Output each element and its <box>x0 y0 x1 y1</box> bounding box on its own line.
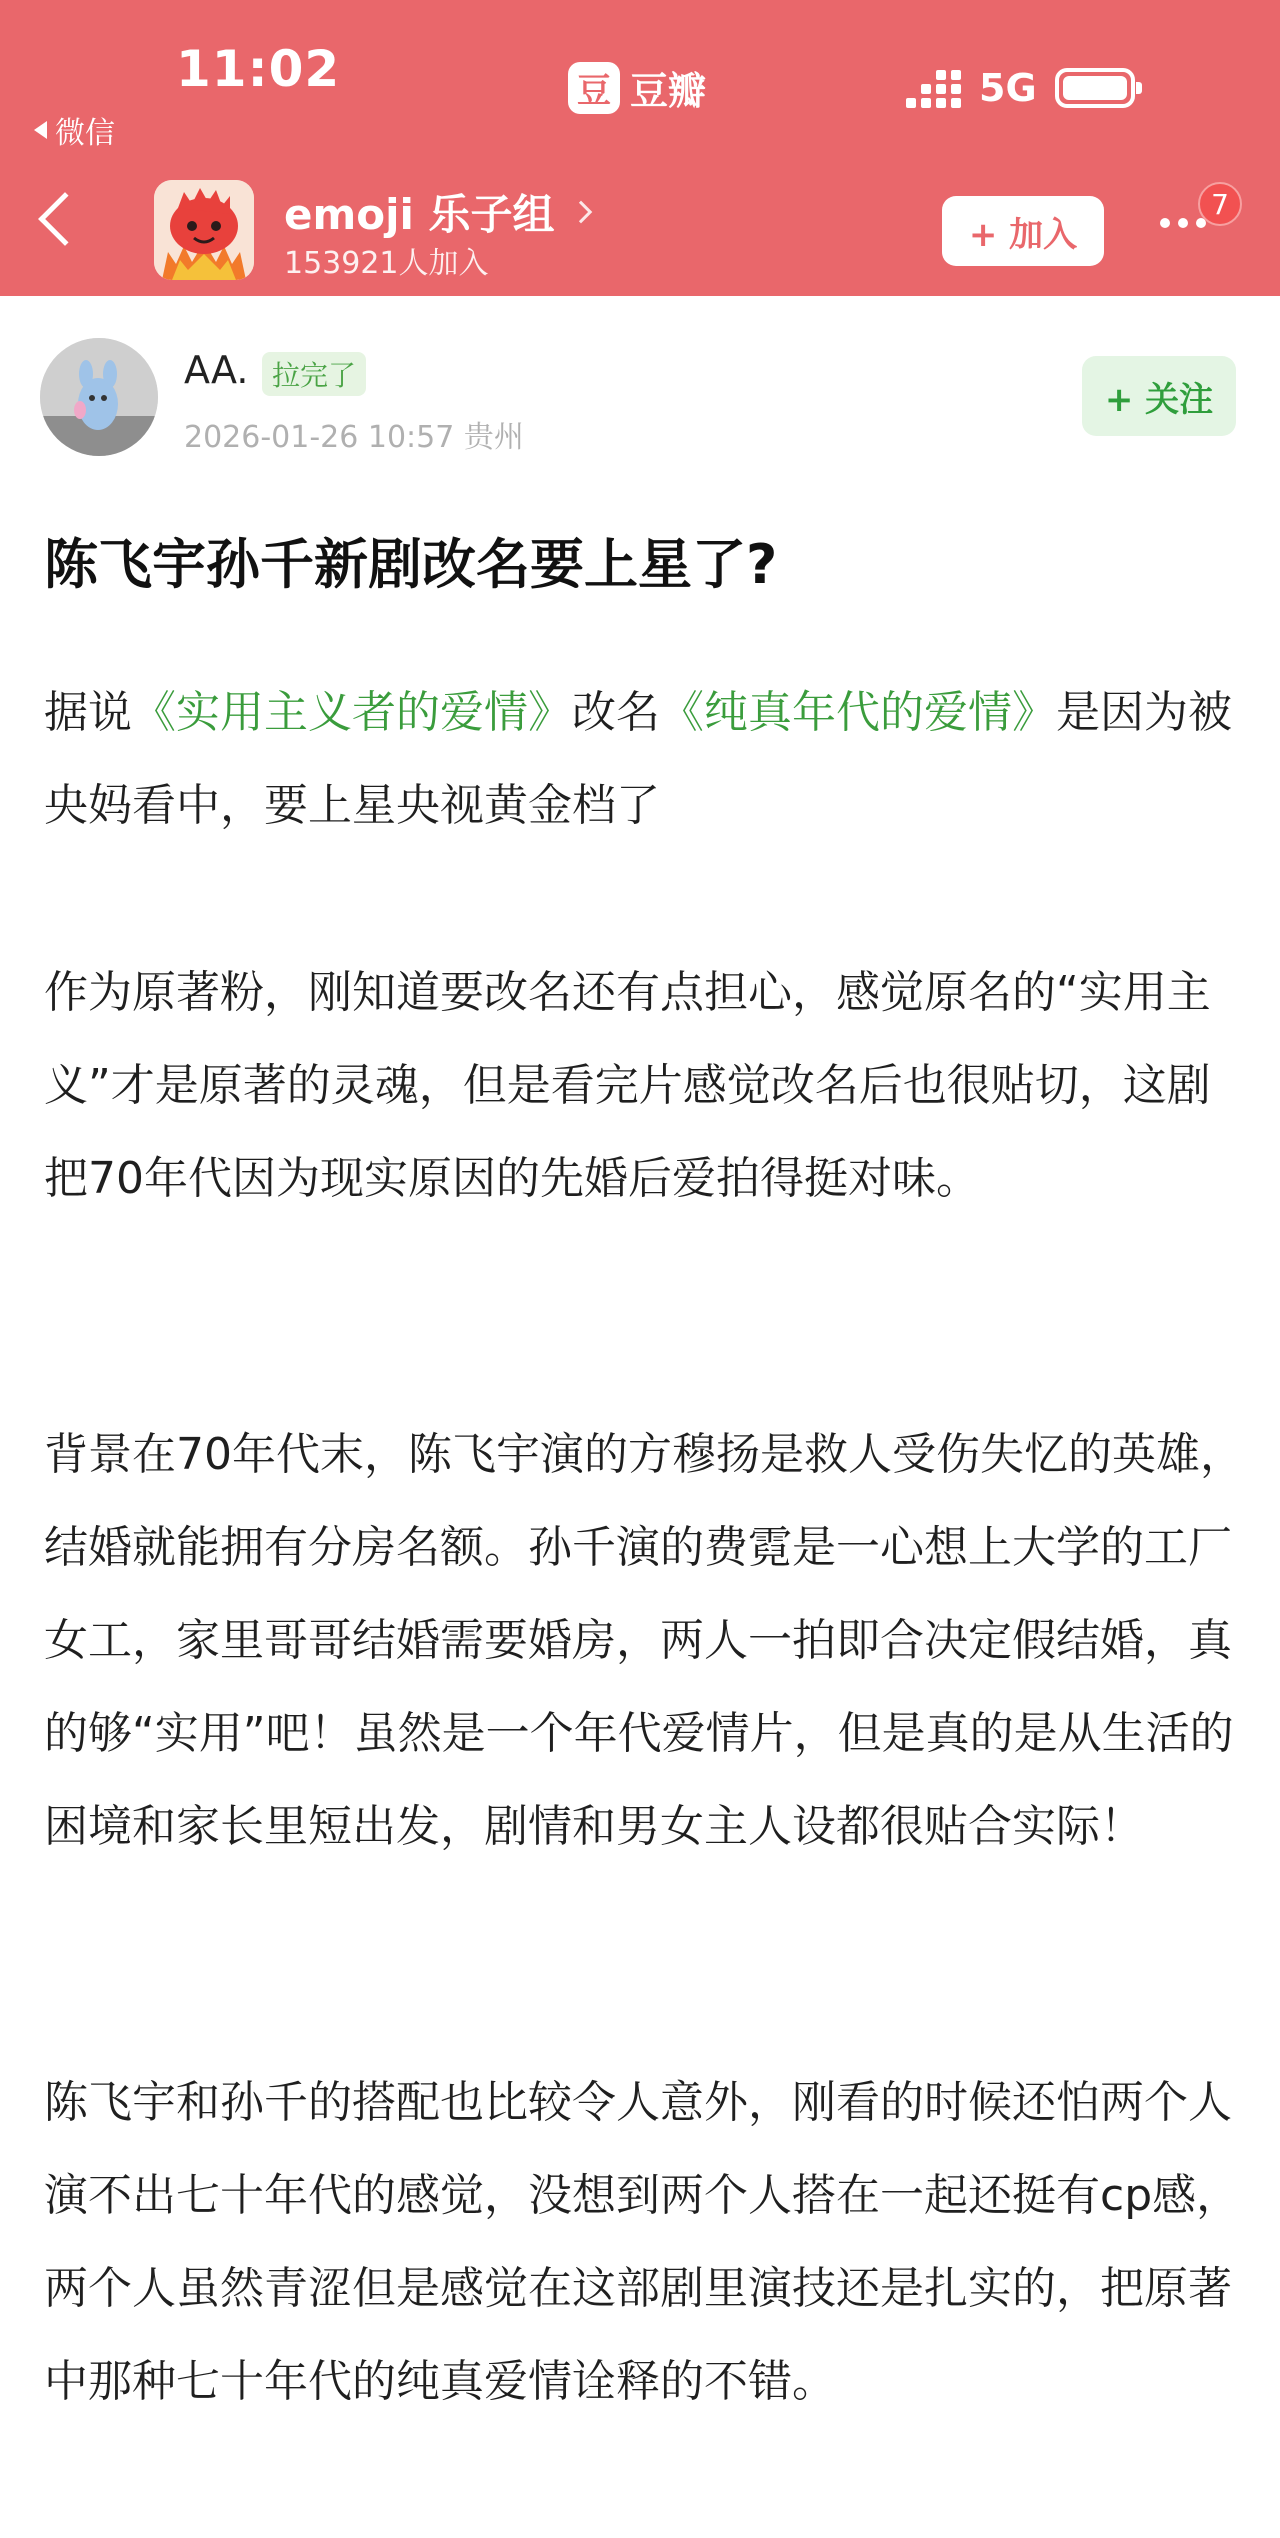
group-name-label: emoji 乐子组 <box>284 190 555 239</box>
status-indicators <box>906 66 1135 110</box>
post-paragraph-1 <box>44 666 1244 852</box>
return-app-label: 微信 <box>55 116 115 151</box>
network-type: 5G <box>979 66 1037 110</box>
post-timestamp-location: 2026-01-26 10:57 贵州 <box>184 420 524 455</box>
para1-text-2: 改名 <box>572 687 660 738</box>
top-header <box>0 0 1280 296</box>
status-time: 11:02 <box>176 40 341 98</box>
author-avatar[interactable] <box>40 338 158 456</box>
battery-icon <box>1055 68 1135 108</box>
post-title: 陈飞宇孙千新剧改名要上星了? <box>44 533 778 596</box>
more-icon[interactable] <box>1160 218 1206 228</box>
group-member-count: 153921人加入 <box>284 246 489 281</box>
para1-text-1: 据说 <box>44 687 132 738</box>
back-triangle-icon <box>34 121 47 139</box>
return-to-wechat[interactable] <box>34 108 115 152</box>
original-title-link[interactable]: 《实用主义者的爱情》 <box>132 687 572 738</box>
notification-badge: 7 <box>1198 182 1242 226</box>
post-paragraph-4: 陈飞宇和孙千的搭配也比较令人意外，刚看的时候还怕两个人演不出七十年代的感觉，没想到两个人搭在一起还挺有cp感，两个人虽然青涩但是感觉在这部剧里演技还是扎实的，把原著中那种七十年代的纯真爱情诠释的不错。 <box>44 2077 1241 2407</box>
group-name[interactable] <box>284 182 589 242</box>
app-name: 豆瓣 <box>630 69 707 113</box>
chevron-right-icon <box>569 201 592 224</box>
new-title-link[interactable]: 《纯真年代的爱情》 <box>660 687 1056 738</box>
author-tag: 拉完了 <box>262 352 366 396</box>
post-paragraph-3: 背景在70年代末，陈飞宇演的方穆扬是救人受伤失忆的英雄，结婚就能拥有分房名额。孙千演的费霓是一心想上大学的工厂女工，家里哥哥结婚需要婚房，两人一拍即合决定假结婚，真的够“实用”吧！虽然是一个年代爱情片，但是真的是从生活的困境和家长里短出发，剧情和男女主人设都很贴合实际！ <box>44 1429 1244 1852</box>
douban-logo-icon: 豆 <box>568 62 620 114</box>
join-group-button[interactable]: + 加入 <box>942 196 1104 266</box>
back-chevron-icon[interactable] <box>38 192 92 246</box>
follow-button[interactable]: + 关注 <box>1082 356 1236 436</box>
author-name[interactable]: AA. <box>184 348 249 392</box>
group-avatar[interactable] <box>154 180 254 280</box>
app-badge <box>568 60 706 115</box>
post-paragraph-2: 作为原著粉，刚知道要改名还有点担心，感觉原名的“实用主义”才是原著的灵魂，但是看完片感觉改名后也很贴切，这剧把70年代因为现实原因的先婚后爱拍得挺对味。 <box>44 967 1211 1204</box>
signal-icon <box>906 68 961 108</box>
para1-text-3: 是因为被央妈看中，要上星央视黄金档了 <box>44 687 1232 831</box>
